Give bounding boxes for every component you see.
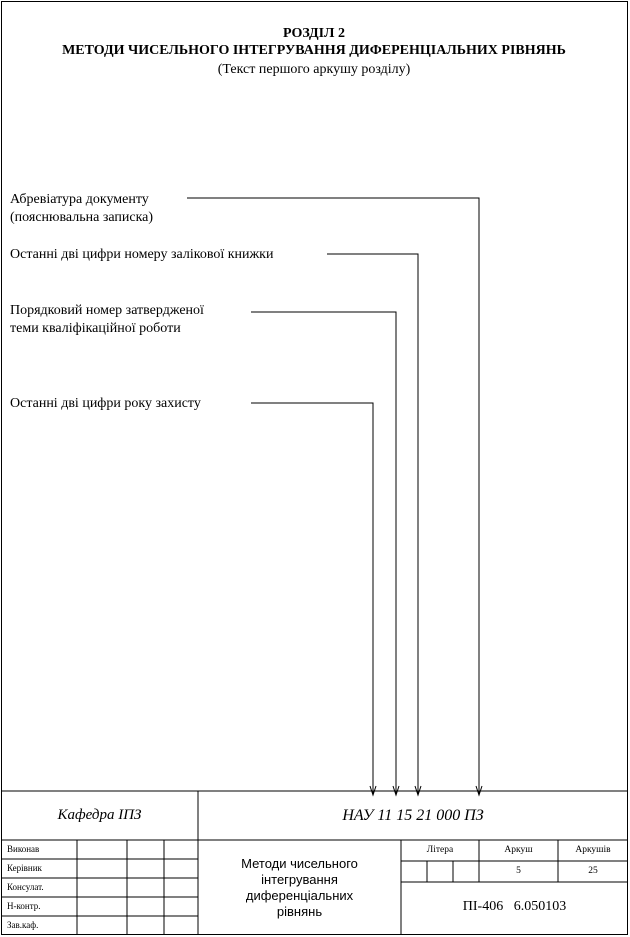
callout-abbreviation: Абревіатура документу	[10, 192, 149, 207]
row-label-norm-control: Н-контр.	[7, 901, 41, 911]
work-title-line: диференціальних	[245, 888, 354, 903]
row-label-consultant: Консулат.	[7, 882, 44, 892]
row-label-author: Виконав	[7, 844, 40, 854]
row-label-head: Зав.каф.	[7, 920, 39, 930]
section-subtitle: (Текст першого аркушу розділу)	[217, 62, 411, 77]
callout-topic-number-2: теми кваліфікаційної роботи	[10, 321, 181, 336]
document-code: НАУ 11 15 21 000 ПЗ	[342, 807, 484, 824]
callout-topic-number: Порядковий номер затвердженої	[10, 303, 204, 318]
callout-record-book: Останні дві цифри номеру залікової книжки	[10, 247, 274, 262]
sheet-number: 5	[516, 866, 521, 876]
callout-abbreviation-note: (пояснювальна записка)	[10, 210, 154, 225]
section-title: МЕТОДИ ЧИСЕЛЬНОГО ІНТЕГРУВАННЯ ДИФЕРЕНЦІАЛЬНИХ РІВНЯНЬ	[62, 43, 566, 58]
sheets-label: Аркушів	[575, 845, 611, 855]
row-label-supervisor: Керівник	[7, 863, 42, 873]
work-title	[198, 856, 401, 920]
work-title-line: рівнянь	[276, 904, 323, 919]
callout-defense-year: Останні дві цифри року захисту	[10, 396, 201, 411]
sheets-total: 25	[588, 866, 598, 876]
sheet-label: Аркуш	[504, 845, 533, 855]
litera-label: Літера	[426, 845, 454, 855]
work-title-line: інтегрування	[261, 872, 338, 887]
department-name: Кафедра ІПЗ	[57, 807, 142, 823]
section-number: РОЗДІЛ 2	[283, 26, 345, 41]
work-title-line: Методи чисельного	[241, 856, 358, 871]
group-code: ПІ-406 6.050103	[462, 899, 567, 914]
